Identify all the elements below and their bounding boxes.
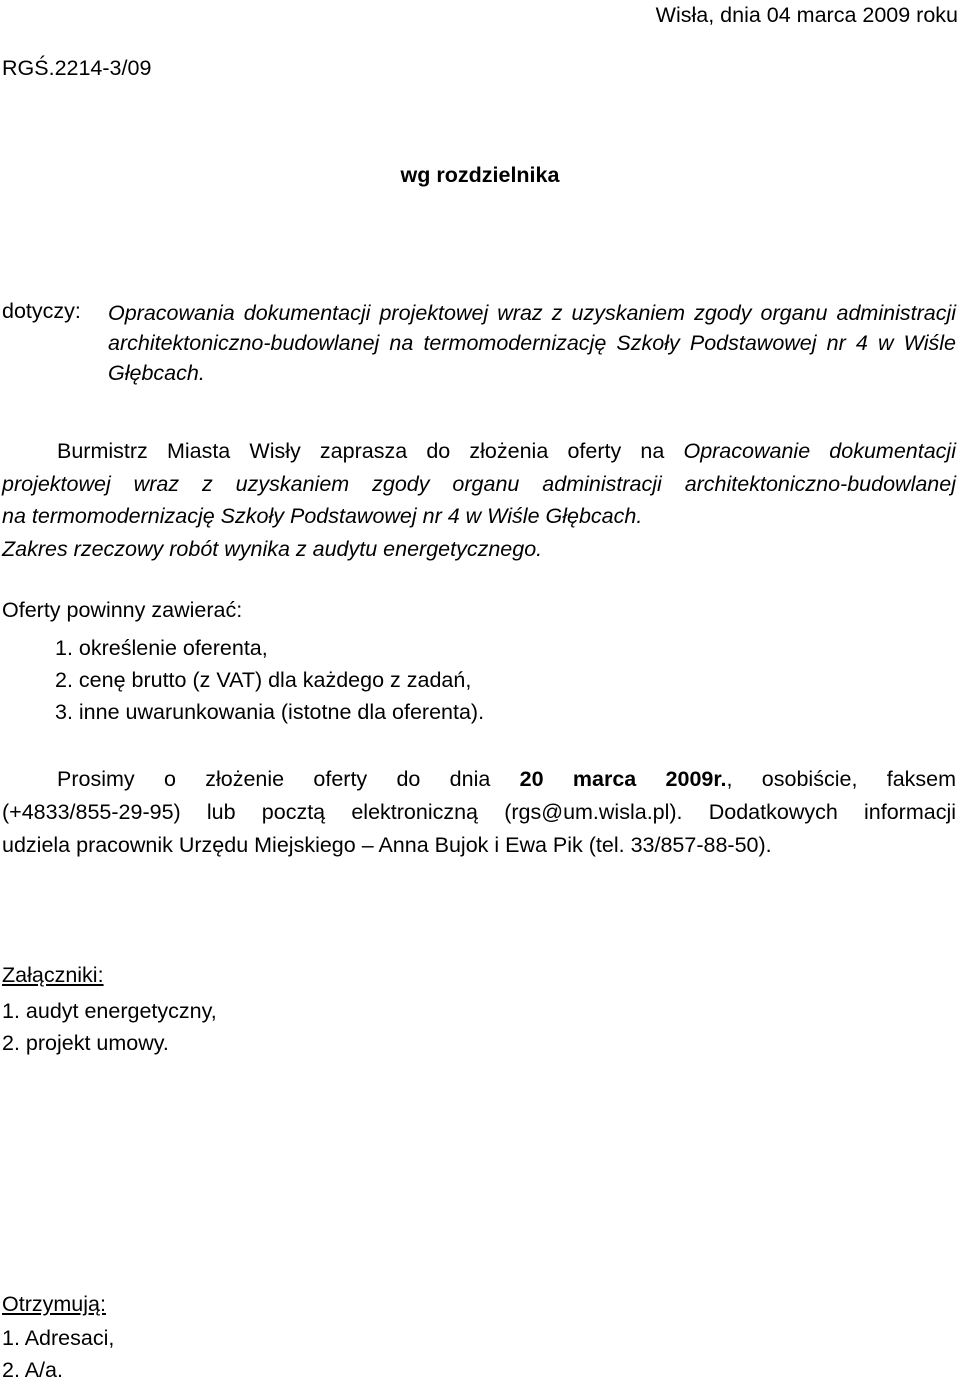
invitation-subject-start: Opracowanie dokumentacji <box>683 439 956 463</box>
deadline-after-date: , osobiście, faksem <box>726 767 957 791</box>
letter-date: Wisła, dnia 04 marca 2009 roku <box>655 3 958 27</box>
subject-label: dotyczy: <box>2 299 81 323</box>
offer-contents-heading: Oferty powinny zawierać: <box>2 598 243 622</box>
recipient-line: wg rozdzielnika <box>400 163 560 187</box>
invitation-line-2: projektowej wraz z uzyskaniem zgody organu administracji architektoniczno-budowlanej <box>2 471 956 496</box>
list-item: 2. cenę brutto (z VAT) dla każdego z zadań, <box>55 668 472 692</box>
reference-number: RGŚ.2214-3/09 <box>2 56 152 80</box>
list-item: 3. inne uwarunkowania (istotne dla oferenta). <box>55 700 485 724</box>
deadline-lead: Prosimy o złożenie oferty do dnia <box>57 767 491 791</box>
list-item: 2. projekt umowy. <box>2 1031 169 1055</box>
invitation-paragraph <box>2 435 956 565</box>
recipients-heading: Otrzymują: <box>2 1292 106 1316</box>
invitation-line-4: Zakres rzeczowy robót wynika z audytu energetycznego. <box>2 536 543 561</box>
deadline-line-3: udziela pracownik Urzędu Miejskiego – Anna Bujok i Ewa Pik (tel. 33/857-88-50). <box>2 833 772 857</box>
invitation-line-1 <box>2 435 956 468</box>
subject-text: Opracowania dokumentacji projektowej wraz z uzyskaniem zgody organu administracji architektoniczno-budowlanej na termomodernizację Szkoły Podstawowej nr 4 w Wiśle Głębcach. <box>108 301 956 385</box>
list-item: 2. A/a. <box>2 1358 63 1382</box>
deadline-date: 20 marca 2009r. <box>519 767 727 791</box>
list-item: 1. określenie oferenta, <box>55 636 268 660</box>
recipients-list <box>2 1322 114 1386</box>
attachments-list <box>2 995 217 1059</box>
offer-contents-list <box>55 632 484 728</box>
list-item: 1. Adresaci, <box>2 1326 115 1350</box>
deadline-line-2: (+4833/855-29-95) lub pocztą elektroniczną (rgs@um.wisla.pl). Dodatkowych informacji <box>2 800 956 824</box>
deadline-paragraph <box>2 763 956 862</box>
invitation-line-3: na termomodernizację Szkoły Podstawowej nr 4 w Wiśle Głębcach. <box>2 504 643 528</box>
attachments-heading: Załączniki: <box>2 963 104 987</box>
invitation-lead: Burmistrz Miasta Wisły zaprasza do złożenia oferty na <box>57 439 665 463</box>
list-item: 1. audyt energetyczny, <box>2 999 217 1023</box>
deadline-line-1 <box>2 763 956 796</box>
